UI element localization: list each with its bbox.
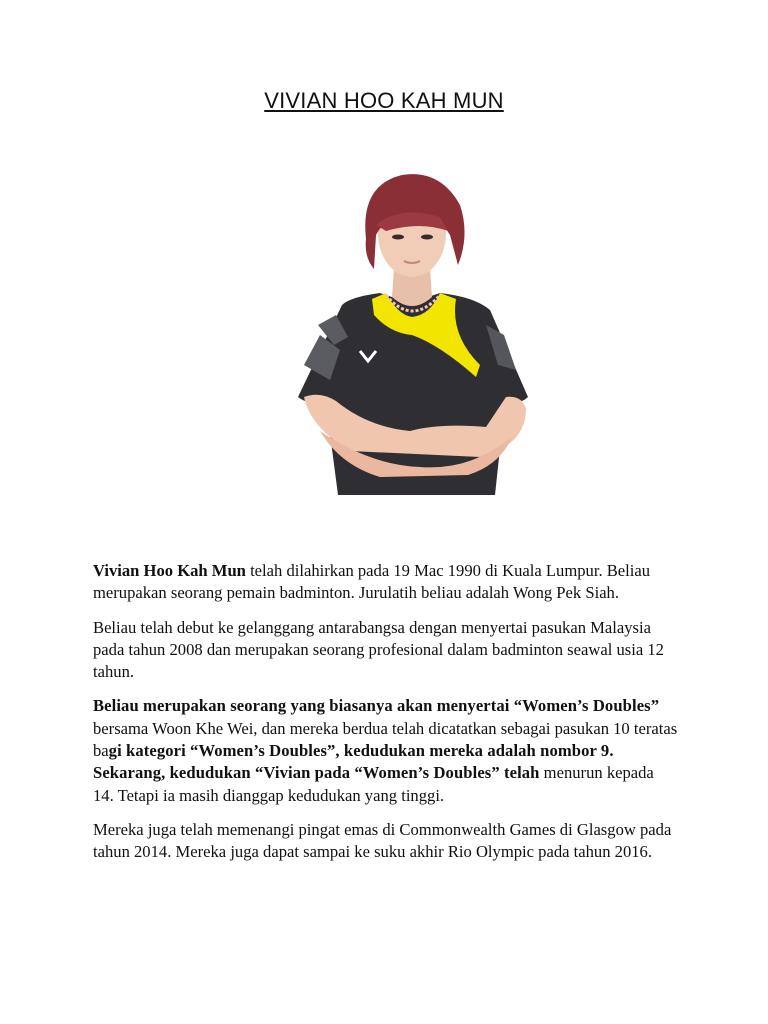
article-body <box>93 560 678 876</box>
paragraph-3: Beliau merupakan seorang yang biasanya akan menyertai “Women’s Doubles” bersama Woon Khe Wei, dan mereka berdua telah dicatatkan sebagai pasukan 10 teratas bagi kategori “Women’s Doubles”, kedudukan mereka adalah nombor 9. Sekarang, kedudukan “Vivian pada “Women’s Doubles” telah menurun kepada 14. Tetapi ia masih dianggap kedudukan yang tinggi. <box>93 696 678 805</box>
paragraph-2: Beliau telah debut ke gelanggang antarabangsa dengan menyertai pasukan Malaysia pada tahun 2008 dan merupakan seorang profesional dalam badminton seawal usia 12 tahun. <box>93 617 664 682</box>
page-title: VIVIAN HOO KAH MUN <box>264 88 504 113</box>
paragraph-1: Vivian Hoo Kah Mun telah dilahirkan pada 19 Mac 1990 di Kuala Lumpur. Beliau merupakan seorang pemain badminton. Jurulatih beliau adalah Wong Pek Siah. <box>93 561 651 603</box>
portrait-photo <box>290 165 534 500</box>
paragraph-4: Mereka juga telah memenangi pingat emas di Commonwealth Games di Glasgow pada tahun 2014. Mereka juga dapat sampai ke suku akhir Rio Olympic pada tahun 2016. <box>93 819 672 862</box>
subject-name: Vivian Hoo Kah Mun <box>93 561 246 580</box>
